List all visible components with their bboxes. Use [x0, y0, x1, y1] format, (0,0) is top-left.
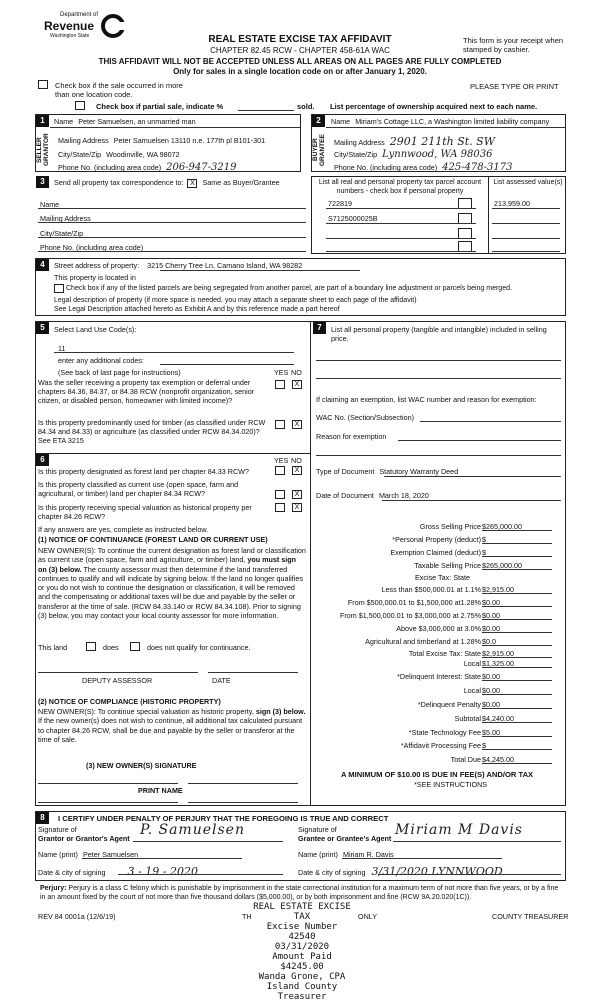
treasurer-stamp	[252, 902, 352, 1002]
street-row	[54, 261, 302, 270]
exemption-question: Was the seller receiving a property tax exemption or deferral under chapters 84.36, 84.37, or 84.38 RCW (nonprofit organization, senior citizen, or disabled person, homeowner with limited income)?	[38, 378, 255, 405]
section-7-number: 7	[313, 322, 326, 334]
county-treasurer-label: COUNTY TREASURER	[492, 912, 569, 921]
buyer-name-value[interactable]: Miriam's Cottage LLC, a Washington limited liability company	[355, 117, 550, 126]
historic-notice-text	[38, 707, 306, 744]
seller-phone-label: Phone No. (including area code)	[58, 163, 162, 172]
doc-type-value[interactable]: Statutory Warranty Deed	[379, 467, 459, 476]
section-6-number: 6	[36, 454, 49, 466]
does-label: does	[103, 643, 119, 652]
doc-date-value[interactable]: March 18, 2020	[378, 491, 429, 500]
buyer-city-label: City/State/Zip	[334, 150, 378, 159]
buyer-city-value[interactable]: Lynnwood, WA 98036	[382, 149, 493, 160]
timber-no-checkbox[interactable]: X	[292, 420, 302, 429]
buyer-address-row	[334, 135, 495, 148]
form-subtitle: CHAPTER 82.45 RCW - CHAPTER 458-61A WAC	[210, 46, 390, 55]
stamp-line5: Wanda Grone, CPA	[258, 972, 346, 982]
print-name-line-1[interactable]	[38, 802, 178, 803]
segregated-label: Check box if any of the listed parcels are being segregated from another parcel, are part of a boundary line adjustment or parcels being merged.	[66, 285, 512, 292]
section-1-number: 1	[36, 115, 49, 127]
grantor-date-label: Date & city of signing	[38, 868, 106, 877]
doc-type-label: Type of Document	[316, 467, 375, 476]
tech-fee-value[interactable]: $5.00	[482, 728, 500, 737]
stamp-line2: Excise Number 42540	[266, 922, 338, 942]
tier3-label: From $1,500,000.01 to $3,000,000 at 2.75%	[339, 611, 481, 620]
exemption-no-checkbox[interactable]: X	[292, 380, 302, 389]
multi-location-label: Check box if the sale occurred in more than one location code.	[55, 81, 183, 99]
dor-logo	[40, 10, 128, 50]
same-as-buyer-checkbox[interactable]: X	[187, 179, 197, 188]
additional-codes-field[interactable]	[160, 364, 294, 365]
doc-type-row	[316, 467, 458, 476]
tier4-label: Above $3,000,000 at 3.0%	[396, 624, 481, 633]
corr-name-field[interactable]	[38, 208, 306, 209]
footer-th: TH	[242, 912, 252, 921]
affidavit-fee-label: *Affidavit Processing Fee	[400, 741, 481, 750]
stamp-line6: Island County Treasurer	[266, 982, 338, 1002]
grantee-print-name[interactable]: Miriam R. Davis	[342, 850, 394, 859]
grantee-date-row	[298, 865, 503, 878]
perjury-notice	[40, 884, 565, 902]
wac-label: WAC No. (Section/Subsection)	[316, 413, 414, 422]
interest-state-value[interactable]: $0.00	[482, 672, 500, 681]
personal-deduct-label: *Personal Property (deduct)	[392, 535, 481, 544]
current-use-question: Is this property classified as current use (open space, farm and agricultural, or timber) land per chapter 84.34 RCW?	[38, 480, 239, 498]
logo-swoosh-icon	[100, 14, 126, 38]
continuance-title: (1) NOTICE OF CONTINUANCE (FOREST LAND OR CURRENT USE)	[38, 535, 268, 544]
seller-phone-value[interactable]: 206-947-3219	[166, 162, 237, 173]
notice-complete: THIS AFFIDAVIT WILL NOT BE ACCEPTED UNLESS ALL AREAS ON ALL PAGES ARE FULLY COMPLETED	[98, 57, 502, 66]
seller-city-value[interactable]: Woodinville, WA 98072	[106, 150, 180, 159]
reason-field-2[interactable]	[316, 455, 561, 456]
taxable-value[interactable]: $265,000.00	[482, 561, 522, 570]
parcel-number[interactable]: S7125000025B	[328, 214, 378, 223]
tier4-value[interactable]: $0.00	[482, 624, 500, 633]
seller-city-row	[58, 150, 180, 159]
forest-question: Is this property designated as forest land per chapter 84.33 RCW?	[38, 467, 249, 476]
penalty-label: *Delinquent Penalty	[417, 700, 481, 709]
correspondence-row	[54, 178, 280, 188]
assessor-date-label: DATE	[212, 676, 231, 685]
assessor-date-line[interactable]	[208, 672, 298, 673]
wac-field[interactable]	[420, 421, 561, 422]
seller-side-label: SELLER GRANTOR	[36, 133, 50, 167]
timber-yes-checkbox[interactable]	[275, 420, 285, 429]
new-owner-sig-line-2[interactable]	[188, 783, 298, 784]
ag-value[interactable]: $0.0	[482, 637, 496, 646]
grantor-sig-of: Signature of	[38, 825, 77, 834]
seller-name-row	[54, 117, 299, 126]
section-2-number: 2	[312, 115, 325, 127]
partial-sale-checkbox[interactable]	[75, 101, 85, 110]
section-4-number: 4	[36, 259, 49, 271]
taxable-label: Taxable Selling Price	[414, 561, 481, 570]
historic-question: Is this property receiving special valuation as historical property per chapter 84.26 RCW?	[38, 503, 252, 521]
section-5-number: 5	[36, 322, 49, 334]
historic-text-c: If the new owner(s) does not wish to continue, all additional tax calculated pursuant to chapter 84.26 RCW, shall be due and payable by the seller or transferor at the time of sale.	[38, 716, 303, 744]
segregated-checkbox[interactable]	[54, 284, 64, 293]
this-land-label: This land	[38, 643, 68, 652]
correspondence-label: Send all property tax correspondence to:	[54, 178, 184, 187]
grantor-print-name[interactable]: Peter Samuelsen	[82, 850, 139, 859]
corr-phone-label: Phone No. (including area code)	[40, 243, 144, 252]
print-name-label: PRINT NAME	[138, 786, 183, 795]
footer-only: ONLY	[358, 912, 378, 921]
historic-no-checkbox[interactable]: X	[292, 503, 302, 512]
buyer-address-value[interactable]: 2901 211th St. SW	[389, 135, 496, 148]
personal-deduct-value[interactable]: $	[482, 535, 486, 544]
form-title: REAL ESTATE EXCISE TAX AFFIDAVIT	[208, 34, 392, 45]
affidavit-fee-value[interactable]: $	[482, 741, 486, 750]
section-8-number: 8	[36, 812, 49, 824]
parcel-header: List all real and personal property tax parcel account numbers - check box if personal property	[318, 179, 482, 195]
perjury-label: Perjury:	[40, 885, 67, 892]
penalty-value[interactable]: $0.00	[482, 700, 500, 709]
grantee-date-label: Date & city of signing	[298, 868, 366, 877]
see-back-note: (See back of last page for instructions)	[58, 368, 181, 377]
tier2-value[interactable]: $0.00	[482, 598, 500, 607]
forest-yes-checkbox[interactable]	[275, 466, 285, 475]
buyer-phone-value[interactable]: 425-478-3173	[442, 162, 513, 173]
assessed-header: List assessed value(s)	[493, 179, 563, 186]
current-use-yes-checkbox[interactable]	[275, 490, 285, 499]
current-use-no-checkbox[interactable]: X	[292, 490, 302, 499]
personal-property-label: List all personal property (tangible and intangible) included in selling price.	[331, 325, 547, 343]
logo-line2: Washington State	[50, 33, 90, 39]
grantor-print-label: Name (print)	[38, 850, 78, 859]
timber-question: Is this property predominantly used for timber (as classified under RCW 84.34 and 84.33) or agriculture (as classified under RCW 84.34.020)? See ETA 3215	[38, 418, 266, 445]
perjury-text: Perjury is a class C felony which is punishable by imprisonment in the state correctional institution for a maximum term of not more than five years, or by a fine in an amount fixed by the court of not more than five thousand dollars ($5,000.00), or by both imprisonment and fine (RCW 9A.20.020(1C)).	[40, 885, 559, 901]
interest-state-label: *Delinquent Interest: State	[397, 672, 481, 681]
seller-name-value[interactable]: Peter Samuelsen, an unmarried man	[78, 117, 196, 126]
partial-sale-label: Check box if partial sale, indicate %	[96, 102, 224, 111]
buyer-side-label: BUYER GRANTEE	[312, 134, 326, 166]
subtotal-label: Subtotal	[454, 714, 481, 723]
grantee-print-label: Name (print)	[298, 850, 338, 859]
reason-label: Reason for exemption	[316, 432, 387, 441]
interest-local-label: Local	[463, 686, 481, 695]
total-state-label: Total Excise Tax: State	[408, 649, 481, 658]
section-3-number: 3	[36, 176, 49, 188]
historic-yes-checkbox[interactable]	[275, 503, 285, 512]
does-not-checkbox[interactable]	[130, 642, 140, 651]
doc-date-label: Date of Document	[316, 491, 374, 500]
location-label: This property is located in	[54, 273, 136, 282]
see-instructions-note: *SEE INSTRUCTIONS	[414, 780, 488, 789]
tier3-value[interactable]: $0.00	[482, 611, 500, 620]
ag-label: Agricultural and timberland at 1.28%	[365, 637, 481, 646]
certify-statement: I CERTIFY UNDER PENALTY OF PERJURY THAT THE FOREGOING IS TRUE AND CORRECT	[58, 814, 389, 823]
deputy-assessor-line[interactable]	[38, 672, 198, 673]
corr-phone-field[interactable]	[38, 251, 306, 252]
grantee-signature[interactable]: Miriam M Davis	[395, 822, 523, 838]
grantee-sig-of: Signature of	[298, 825, 337, 834]
does-not-label: does not qualify for continuance.	[147, 643, 251, 652]
gross-value[interactable]: $265,000.00	[482, 522, 522, 531]
corr-city-label: City/State/Zip	[40, 229, 84, 238]
corr-address-label: Mailing Address	[40, 214, 91, 223]
yes-header: YES	[274, 368, 289, 377]
legal-description-value[interactable]: See Legal Description attached hereto as Exhibit A and by this reference made a part hereof	[54, 306, 340, 313]
parcel-row	[328, 199, 488, 208]
logo-line1: Department of	[60, 12, 99, 18]
no-header: NO	[291, 456, 302, 465]
same-as-buyer-label: Same as Buyer/Grantee	[202, 178, 280, 187]
stamp-line4: Amount Paid $4245.00	[272, 952, 332, 972]
total-state-value[interactable]: $2,915.00	[482, 649, 514, 658]
buyer-address-label: Mailing Address	[334, 138, 385, 147]
notice-single-location: Only for sales in a single location code on or after January 1, 2020.	[173, 67, 427, 76]
seller-address-label: Mailing Address	[58, 136, 109, 145]
exemption-claim-label: If claiming an exemption, list WAC number and reason for exemption:	[316, 395, 537, 404]
seller-address-row	[58, 136, 265, 145]
seller-city-label: City/State/Zip	[58, 150, 102, 159]
grantor-agent-label: Grantor or Grantor's Agent	[38, 834, 130, 843]
exemption-deduct-value[interactable]: $	[482, 548, 486, 557]
total-due-value[interactable]: $4,245.00	[482, 755, 514, 764]
reason-field[interactable]	[398, 440, 561, 441]
stamp-line3: 03/31/2020	[274, 942, 330, 952]
tier2-label: From $500,000.01 to $1,500,000 at1.28%	[347, 598, 481, 607]
exemption-yes-checkbox[interactable]	[275, 380, 285, 389]
land-use-label: Select Land Use Code(s):	[54, 325, 137, 334]
receipt-note: This form is your receipt when stamped by cashier.	[463, 36, 564, 54]
ownership-note: List percentage of ownership acquired next to each name.	[330, 102, 538, 111]
personal-property-line[interactable]	[316, 378, 561, 379]
historic-text-b: sign (3) below.	[255, 707, 306, 716]
additional-codes-label: enter any additional codes:	[58, 356, 144, 365]
continuance-text-b: you must sign on (3) below.	[38, 555, 297, 574]
corr-city-field[interactable]	[38, 237, 306, 238]
form-number: REV 84 0001a (12/6/19)	[38, 912, 116, 921]
grantor-signature[interactable]: P. Samuelsen	[140, 822, 245, 838]
logo-word: Revenue	[44, 19, 95, 33]
buyer-name-row	[331, 117, 549, 126]
no-header: NO	[291, 368, 302, 377]
grantee-date-value[interactable]: 3/31/2020 LYNNWOOD	[371, 865, 503, 878]
tier1-value[interactable]: $2,915.00	[482, 585, 514, 594]
buyer-phone-label: Phone No. (including area code)	[334, 163, 438, 172]
subtotal-value[interactable]: $4,240.00	[482, 714, 514, 723]
tier1-label: Less than $500,000.01 at 1.1%	[381, 585, 481, 594]
sold-label: sold.	[297, 102, 315, 111]
exemption-deduct-label: Exemption Claimed (deduct)	[390, 548, 481, 557]
type-or-print: PLEASE TYPE OR PRINT	[470, 82, 559, 91]
buyer-city-row	[334, 149, 493, 160]
grantee-agent-label: Grantee or Grantee's Agent	[298, 834, 392, 843]
grantor-date-value[interactable]: 3 - 19 - 2020	[127, 865, 198, 878]
partial-percent-line[interactable]	[238, 110, 294, 111]
yes-header: YES	[274, 456, 289, 465]
does-checkbox[interactable]	[86, 642, 96, 651]
forest-no-checkbox[interactable]: X	[292, 466, 302, 475]
seller-address-value[interactable]: Peter Samuelsen 13110 n.e. 177th pl B101-301	[113, 136, 266, 145]
new-owner-signature-label: (3) NEW OWNER(S) SIGNATURE	[86, 761, 197, 770]
corr-address-field[interactable]	[38, 222, 306, 223]
street-value[interactable]: 3215 Cherry Tree Ln, Camano Island, WA 98282	[147, 261, 303, 270]
local-tax-value[interactable]: $1,325.00	[482, 659, 514, 668]
print-name-line-2[interactable]	[188, 802, 298, 803]
historic-notice-title: (2) NOTICE OF COMPLIANCE (HISTORIC PROPERTY)	[38, 697, 221, 706]
minimum-due-note: A MINIMUM OF $10.00 IS DUE IN FEE(S) AND/OR TAX	[341, 770, 534, 779]
continuance-text-c: The county assessor must then determine if the land transferred continues to qualify and will indicate by signing below. If the land no longer qualifies or you do not wish to continue the designation or classification, it will be removed and the compensating or additional taxes will be due and payable by the seller or transferor at the time of sale. (RCW 84.33.140 or RCW 84.34.108). Prior to signing (3) below, you may contact your local county assessor for more information.	[38, 564, 303, 621]
assessed-value[interactable]: 213,959.00	[494, 199, 530, 208]
grantor-date-row	[38, 865, 198, 878]
local-tax-label: Local	[463, 659, 481, 668]
buyer-name-label: Name	[331, 117, 351, 126]
if-yes-note: If any answers are yes, complete as instructed below.	[38, 525, 209, 534]
seller-name-label: Name	[54, 117, 74, 126]
deputy-assessor-label: DEPUTY ASSESSOR	[82, 676, 153, 685]
seller-phone-row	[58, 162, 236, 173]
parcel-number[interactable]: 722819	[328, 199, 352, 208]
corr-name-label: Name	[40, 200, 60, 209]
street-label: Street address of property:	[54, 261, 140, 270]
multi-location-checkbox[interactable]	[38, 80, 48, 89]
tech-fee-label: *State Technology Fee	[408, 728, 481, 737]
legal-description-label: Legal description of property (if more space is needed, you may attach a separate sheet to each page of the affidavit)	[54, 297, 417, 304]
historic-text-a: NEW OWNER(S): To continue special valuation as historic property,	[38, 707, 254, 716]
doc-date-row	[316, 491, 429, 500]
stamp-line1: REAL ESTATE EXCISE TAX	[253, 902, 351, 922]
gross-label: Gross Selling Price	[419, 522, 481, 531]
excise-state-label: Excise Tax: State	[415, 573, 470, 582]
land-use-code[interactable]: 11	[58, 344, 66, 353]
new-owner-sig-line-1[interactable]	[38, 783, 178, 784]
interest-local-value[interactable]: $0.00	[482, 686, 500, 695]
total-due-label: Total Due	[450, 755, 481, 764]
buyer-phone-row	[334, 162, 512, 173]
parcel-row	[328, 214, 488, 223]
personal-property-line[interactable]	[316, 360, 561, 361]
continuance-text-a: NEW OWNER(S): To continue the current designation as forest land or classification as current use (open space, farm and agriculture, or timber) land,	[38, 546, 306, 565]
continuance-text	[38, 546, 306, 620]
